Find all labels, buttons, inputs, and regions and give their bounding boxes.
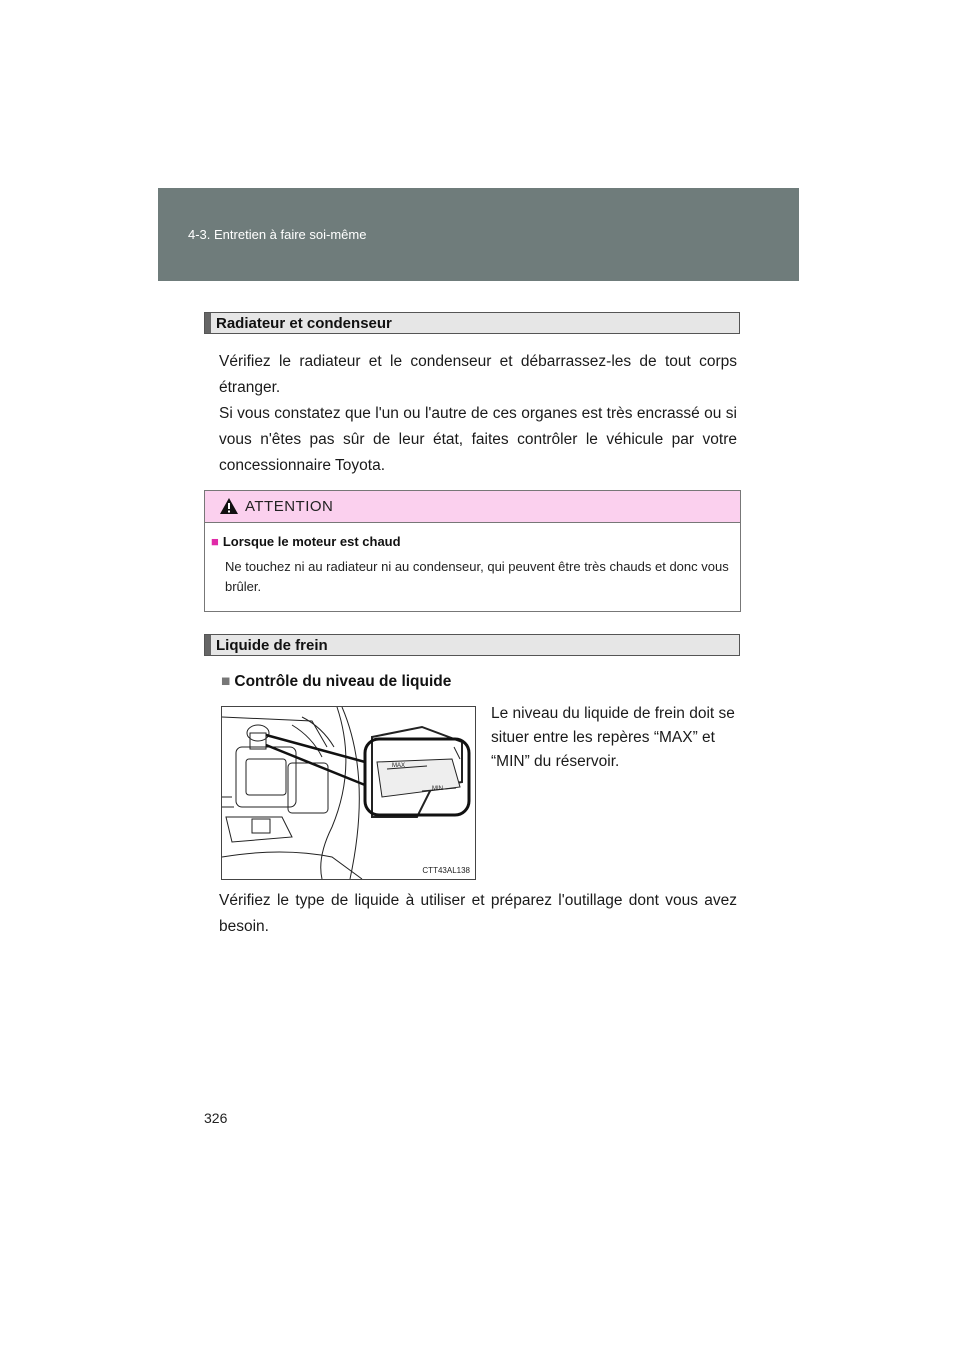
radiator-heading-text: Radiateur et condenseur	[216, 315, 392, 332]
header-band	[158, 188, 799, 281]
page-number: 326	[204, 1110, 228, 1126]
square-bullet-icon: ■	[211, 534, 219, 549]
warning-triangle-icon	[219, 497, 239, 515]
engine-bay-illustration	[222, 707, 475, 879]
warning-title	[211, 534, 401, 549]
warning-box	[204, 490, 741, 612]
warning-label: ATTENTION	[245, 498, 334, 515]
square-bullet-icon: ■	[221, 673, 231, 690]
brake-subheading-text: Contrôle du niveau de liquide	[234, 673, 452, 690]
warning-title-text: Lorsque le moteur est chaud	[222, 534, 401, 549]
svg-text:MAX: MAX	[392, 763, 406, 769]
svg-text:MIN: MIN	[432, 786, 443, 792]
section-title: 4-3. Entretien à faire soi-même	[188, 227, 367, 242]
warning-text: Ne touchez ni au radiateur ni au condenseur, qui peuvent être très chauds et donc vous brûler.	[225, 559, 729, 594]
radiator-text: Vérifiez le radiateur et le condenseur et débarrassez-les de tout corps étranger. Si vous constatez que l'un ou l'autre de ces organes est très encrassé ou si vous n'êtes pas sûr de leur état, faites contrôler le véhicule par votre concessionnaire Toyota.	[219, 353, 737, 474]
brake-heading	[204, 634, 740, 656]
brake-heading-text: Liquide de frein	[216, 637, 328, 654]
figure-code: CTT43AL138	[422, 866, 470, 875]
warning-header	[205, 491, 740, 523]
brake-subheading	[221, 673, 451, 691]
brake-reservoir-figure	[221, 706, 476, 880]
brake-bottom-text: Vérifiez le type de liquide à utiliser et préparez l'outillage dont vous avez besoin.	[219, 892, 737, 935]
radiator-heading	[204, 312, 740, 334]
brake-level-text: Le niveau du liquide de frein doit se situer entre les repères “MAX” et “MIN” du réservoir.	[491, 705, 735, 770]
